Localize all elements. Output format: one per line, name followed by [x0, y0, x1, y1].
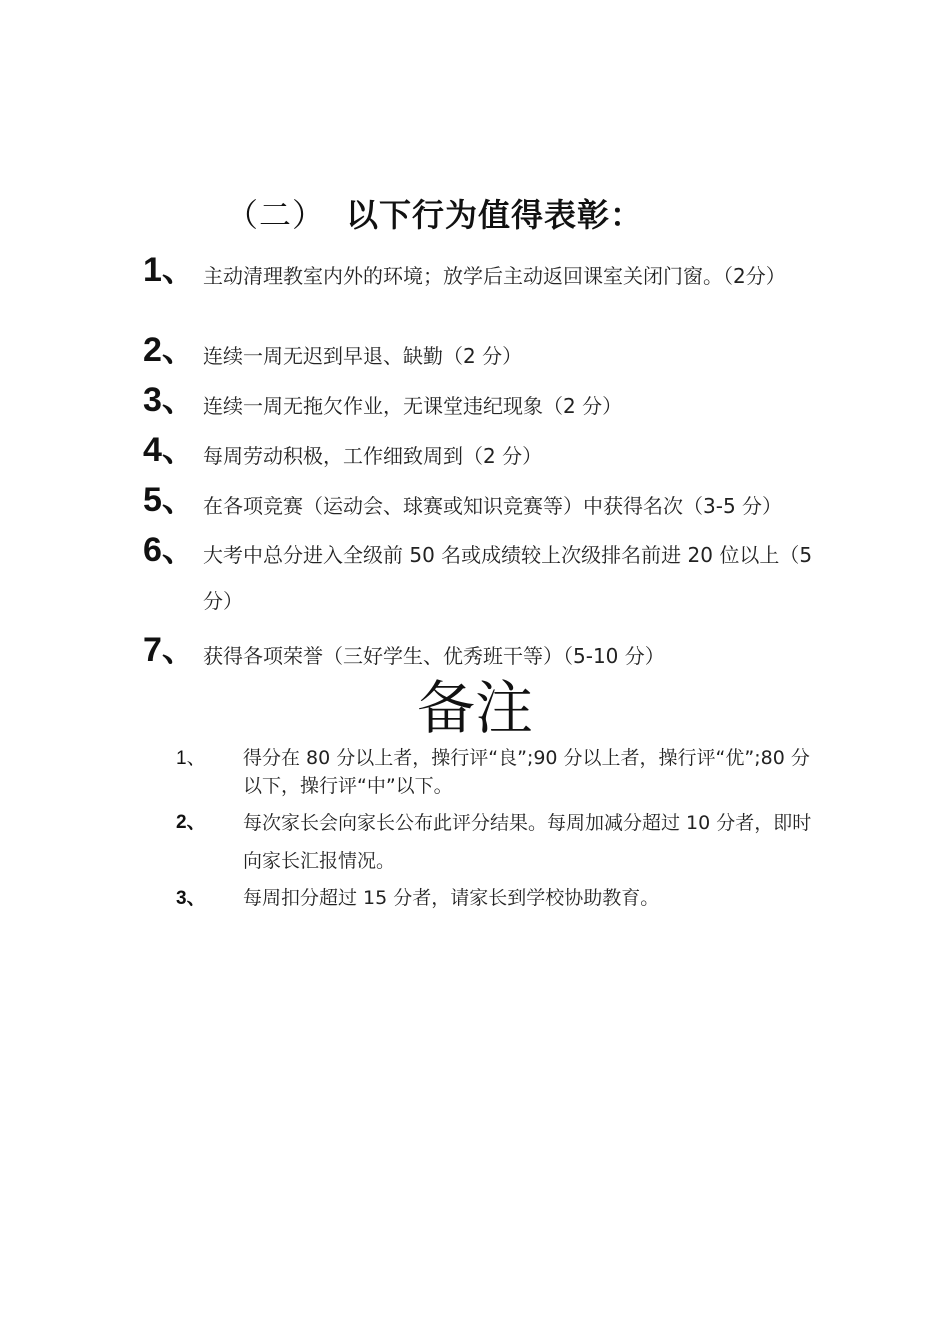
section-title-text: 以下行为值得表彰： [346, 196, 644, 234]
list-item-text: 连续一周无迟到早退、缺勤（2 分） [203, 344, 523, 368]
list-item-text: 每周扣分超过 15 分者，请家长到学校协助教育。 [243, 887, 660, 909]
list-item-number: 3、 [176, 888, 206, 909]
list-item-number: 7、 [143, 631, 196, 669]
list-item-number: 3、 [143, 381, 196, 419]
list-item-number: 2、 [176, 812, 206, 833]
list-item-text: 大考中总分进入全级前 50 名或成绩较上次级排名前进 20 位以上（5 分） [203, 543, 813, 613]
list-item-text: 每周劳动积极，工作细致周到（2 分） [203, 444, 543, 468]
list-item-number: 2、 [143, 331, 196, 369]
list-item-text: 连续一周无拖欠作业，无课堂违纪现象（2 分） [203, 394, 623, 418]
list-item-text: 获得各项荣誉（三好学生、优秀班干等）（5-10 分） [203, 644, 665, 668]
list-item-text: 得分在 80 分以上者，操行评“良”;90 分以上者，操行评“优”;80 分以下，操行评“中”以下。 [243, 747, 810, 797]
list-item-number: 5、 [143, 481, 196, 519]
list-item-text: 主动清理教室内外的环境；放学后主动返回课室关闭门窗。（2分） [203, 264, 786, 288]
list-item-number: 1、 [143, 251, 196, 289]
list-item-text: 每次家长会向家长公布此评分结果。每周加减分超过 10 分者，即时向家长汇报情况。 [243, 812, 812, 872]
list-item-number: 4、 [143, 431, 196, 469]
notes-title: 备注 [416, 674, 533, 742]
list-item-number: 1、 [176, 748, 206, 769]
list-item-number: 6、 [143, 531, 196, 569]
section-heading [226, 190, 643, 236]
list-item-text: 在各项竞赛（运动会、球赛或知识竞赛等）中获得名次（3-5 分） [203, 494, 783, 518]
section-number: （二） [226, 196, 326, 234]
